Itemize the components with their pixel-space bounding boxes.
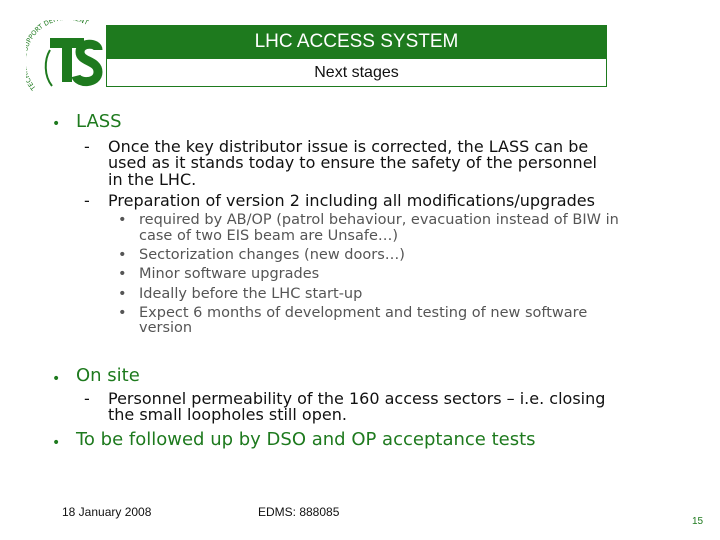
- ts-logo-graphic: [26, 20, 106, 100]
- section-heading: LASS: [76, 111, 122, 132]
- footer-edms: EDMS: 888085: [258, 505, 340, 519]
- text-line: case of two EIS beam are Unsafe…): [139, 228, 399, 244]
- ts-department-logo: [26, 20, 106, 100]
- text-line: Sectorization changes (new doors…): [139, 247, 405, 263]
- bullet-icon: •: [52, 116, 61, 132]
- bullet-icon: •: [118, 212, 127, 228]
- bullet-icon: •: [52, 435, 61, 451]
- dash-icon: -: [84, 389, 90, 408]
- text-line: the small loopholes still open.: [108, 405, 347, 424]
- text-line: version: [139, 320, 193, 336]
- bullet-icon: •: [118, 266, 127, 282]
- text-line: used as it stands today to ensure the safety of the personnel: [108, 153, 597, 172]
- dash-icon: -: [84, 137, 90, 156]
- followup-text: To be followed up by DSO and OP acceptance tests: [76, 429, 536, 450]
- slide-title: LHC ACCESS SYSTEM: [106, 25, 607, 58]
- text-line: Personnel permeability of the 160 access sectors – i.e. closing: [108, 389, 606, 408]
- text-line: Expect 6 months of development and testing of new software: [139, 305, 588, 321]
- section-heading: On site: [76, 365, 140, 386]
- bullet-icon: •: [118, 286, 127, 302]
- text-line: Minor software upgrades: [139, 266, 320, 282]
- text-line: Ideally before the LHC start-up: [139, 286, 363, 302]
- bullet-icon: •: [118, 305, 127, 321]
- slide-subtitle: Next stages: [106, 58, 607, 87]
- footer-date: 18 January 2008: [62, 505, 152, 519]
- text-line: in the LHC.: [108, 170, 197, 189]
- bullet-icon: •: [52, 371, 61, 387]
- bullet-icon: •: [118, 247, 127, 263]
- text-line: Once the key distributor issue is corrected, the LASS can be: [108, 137, 589, 156]
- text-line: Preparation of version 2 including all modifications/upgrades: [108, 191, 595, 210]
- page-number: 15: [692, 516, 704, 527]
- dash-icon: -: [84, 191, 90, 210]
- logo-arc-text: TE PORT DE NT: [26, 20, 90, 92]
- text-line: required by AB/OP (patrol behaviour, evacuation instead of BIW in: [139, 212, 619, 228]
